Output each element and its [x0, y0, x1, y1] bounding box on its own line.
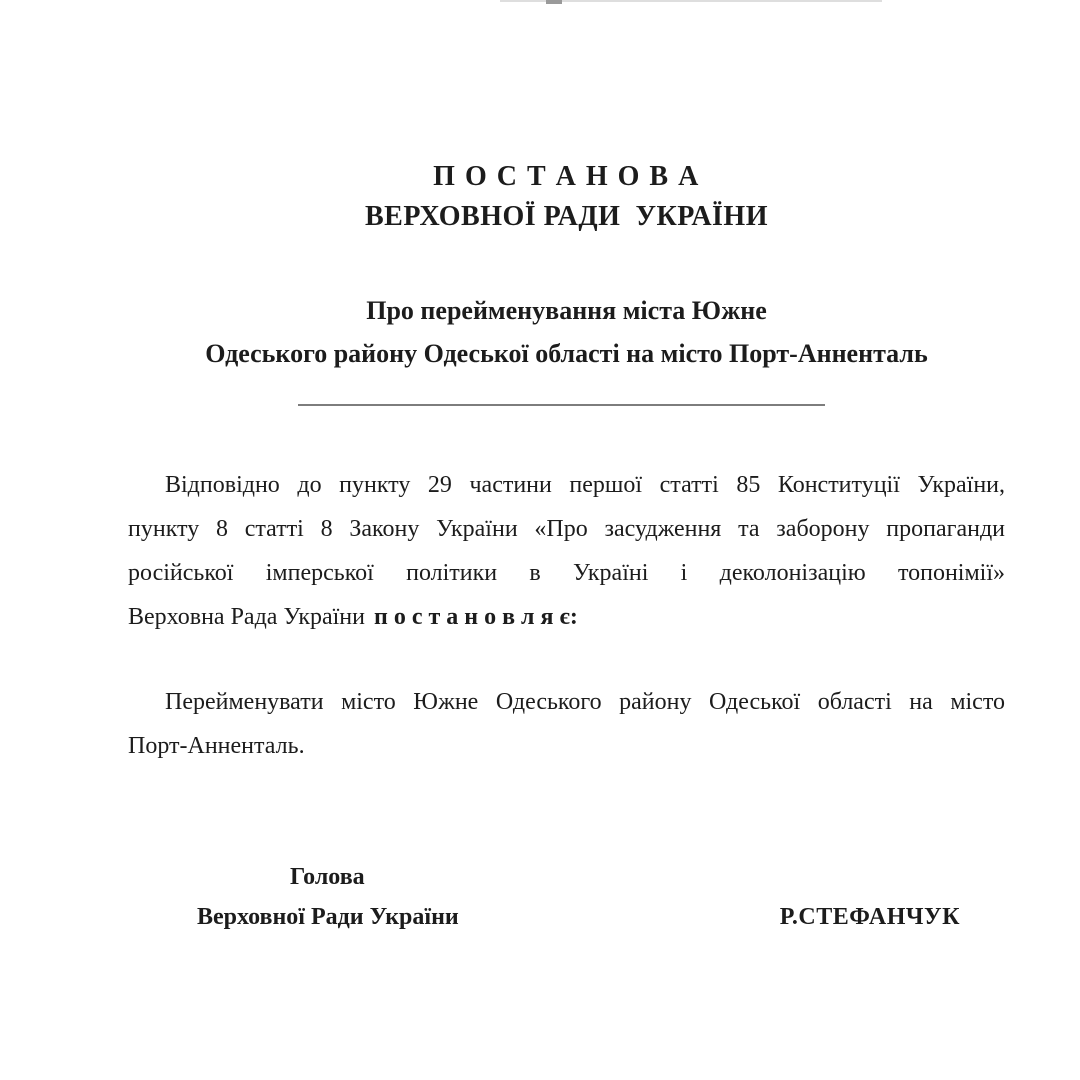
paragraph2-line2: Порт-Анненталь. [128, 733, 305, 759]
resolution-authority: ВЕРХОВНОЇ РАДИ УКРАЇНИ [364, 201, 768, 232]
resolution-doc-type: П О С Т А Н О В А [433, 161, 700, 192]
paragraph1-line1: Відповідно до пункту 29 частини першої статті 85 Конституції України, [165, 472, 1005, 498]
paragraph2-line1: Перейменувати місто Южне Одеського району Одеської області на місто [165, 689, 1005, 715]
paragraph1-line4-text: Верховна Рада України [128, 604, 365, 630]
signature-role-line2: Верховної Ради України [197, 904, 459, 930]
subject-line-1: Про перейменування міста Южне [366, 296, 767, 325]
paragraph1-line4 [128, 595, 1005, 639]
paragraph1-line2: пункту 8 статті 8 Закону України «Про засудження та заборону пропаганди [128, 516, 1005, 542]
paragraph1-line3: російської імперської політики в Україні і деколонізацію топонімії» [128, 560, 1005, 586]
signature-row [128, 895, 1005, 939]
document-body [128, 0, 1005, 1080]
signatory-name: Р.СТЕФАНЧУК [779, 904, 960, 930]
signature-role-line1: Голова [290, 864, 365, 890]
subject-line-2: Одеського району Одеської області на місто Порт-Анненталь [205, 339, 928, 368]
enacts-keyword: п о с т а н о в л я є: [374, 604, 578, 630]
divider-line [298, 404, 825, 406]
